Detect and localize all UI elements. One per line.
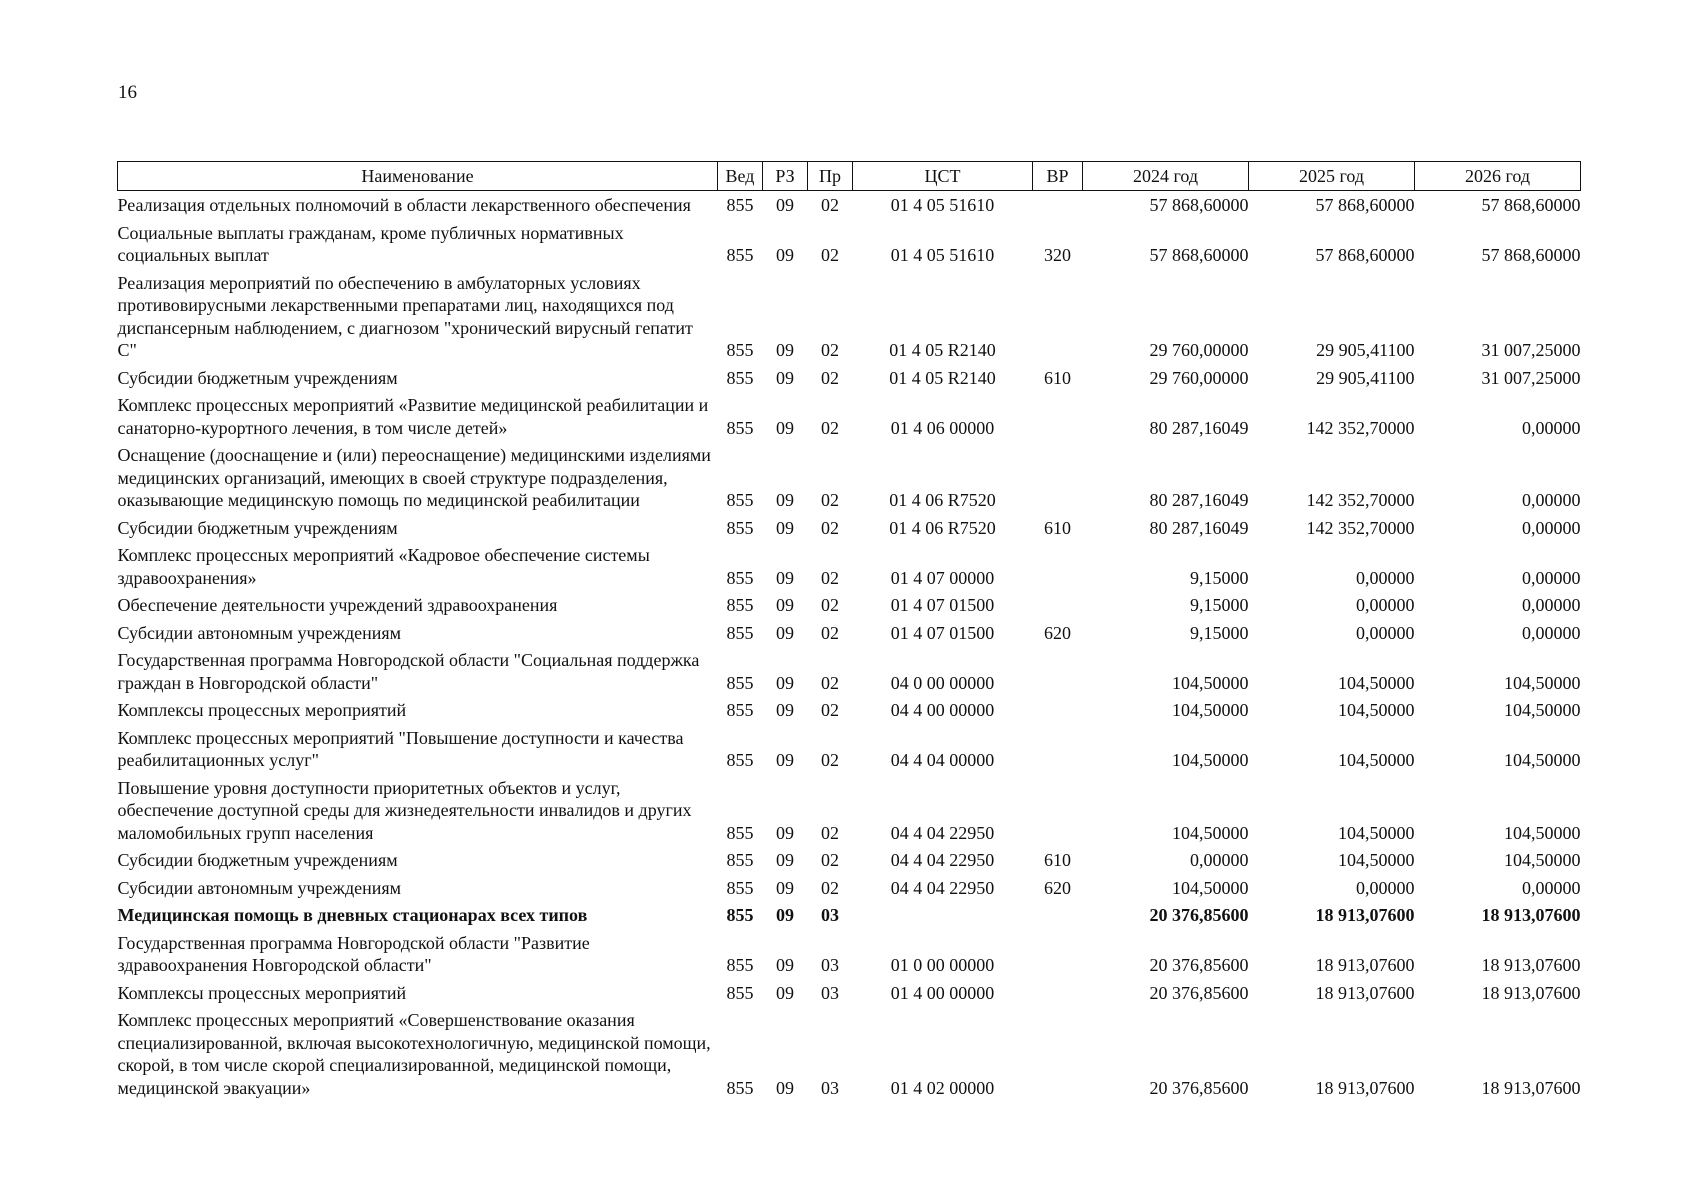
cell-vr: 620 (1044, 877, 1071, 898)
cell-cst: 04 4 04 22950 (890, 822, 995, 843)
cell-2025: 18 913,07600 (1315, 955, 1415, 975)
cell-vr (1033, 901, 1083, 929)
cell-ved: 855 (726, 622, 754, 643)
cell-cst: 01 4 07 01500 (890, 622, 995, 643)
cell-name: Субсидии бюджетным учреждениям (117, 850, 398, 870)
cell-2025: 104,50000 (1338, 672, 1415, 693)
cell-2024: 9,15000 (1190, 567, 1249, 588)
cell-cst: 04 4 04 22950 (890, 877, 995, 898)
table-row (118, 774, 1581, 847)
table-row (118, 646, 1581, 696)
cell-rz: 09 (776, 1077, 794, 1098)
cell-2024: 80 287,16049 (1149, 417, 1249, 438)
cell-pr: 02 (821, 595, 839, 615)
header-2024: 2024 год (1083, 162, 1249, 191)
cell-name: Государственная программа Новгородской области "Развитие здравоохранения Новгородской области" (117, 932, 590, 975)
cell-2026: 104,50000 (1504, 750, 1581, 770)
cell-cst: 01 4 05 51610 (890, 195, 995, 215)
cell-2024: 104,50000 (1172, 877, 1249, 898)
cell-rz: 09 (776, 517, 794, 538)
cell-vr (1033, 1006, 1083, 1101)
cell-vr (1033, 929, 1083, 979)
cell-ved: 855 (726, 1077, 754, 1098)
table-row (118, 1006, 1581, 1101)
table-row (118, 696, 1581, 724)
cell-pr: 02 (821, 622, 839, 643)
cell-cst: 04 0 00 00000 (890, 672, 995, 693)
cell-ved: 855 (726, 672, 754, 693)
table-row (118, 391, 1581, 441)
cell-ved: 855 (726, 567, 754, 588)
cell-vr (1033, 541, 1083, 591)
cell-name: Комплекс процессных мероприятий «Совершенствование оказания специализированной, включая высокотехнологичную, медицинской помощи, скорой, в том числе скорой специализированной, медицинской помощи, медицинской эвакуации» (117, 1010, 711, 1098)
cell-2025: 57 868,60000 (1315, 195, 1415, 215)
cell-name: Реализация мероприятий по обеспечению в амбулаторных условиях противовирусными лекарственными препаратами лиц, находящихся под диспансерным наблюдением, с диагнозом "хронический вирусный гепатит С" (117, 272, 693, 360)
cell-rz: 09 (776, 905, 794, 925)
cell-2026: 0,00000 (1522, 567, 1581, 588)
cell-2026: 31 007,25000 (1481, 340, 1581, 360)
cell-cst: 01 4 06 R7520 (889, 517, 996, 538)
cell-pr: 03 (821, 955, 839, 975)
cell-pr: 02 (821, 850, 839, 870)
cell-2026: 18 913,07600 (1481, 955, 1581, 975)
cell-2025: 142 352,70000 (1306, 417, 1415, 438)
table-body (118, 191, 1581, 1102)
cell-pr: 02 (821, 877, 839, 898)
cell-2025: 29 905,41100 (1316, 340, 1415, 360)
cell-name: Комплексы процессных мероприятий (117, 982, 407, 1003)
cell-name: Медицинская помощь в дневных стационарах всех типов (117, 905, 588, 925)
cell-2024: 0,00000 (1190, 850, 1249, 870)
cell-pr: 03 (821, 905, 839, 925)
table-row (118, 191, 1581, 219)
cell-vr (1033, 774, 1083, 847)
header-2025: 2025 год (1249, 162, 1415, 191)
cell-ved: 855 (726, 595, 754, 615)
cell-ved: 855 (726, 490, 754, 510)
cell-rz: 09 (776, 245, 794, 265)
cell-cst: 04 4 04 00000 (890, 750, 995, 770)
cell-pr: 02 (821, 517, 839, 538)
cell-name: Оснащение (дооснащение и (или) переоснащение) медицинскими изделиями медицинских организаций, имеющих в своей структуре подразделения, оказывающие медицинскую помощь по медицинской реабилитации (117, 445, 711, 510)
cell-ved: 855 (726, 367, 754, 388)
header-pr: Пр (808, 162, 853, 191)
cell-2025: 18 913,07600 (1315, 1077, 1415, 1098)
cell-2025: 18 913,07600 (1315, 982, 1415, 1003)
cell-2025: 104,50000 (1338, 822, 1415, 843)
cell-2026: 104,50000 (1504, 850, 1581, 870)
cell-vr (1033, 441, 1083, 514)
budget-table (117, 161, 1581, 1101)
cell-2025: 18 913,07600 (1315, 905, 1415, 925)
cell-2026: 104,50000 (1504, 822, 1581, 843)
cell-name: Комплекс процессных мероприятий "Повышение доступности и качества реабилитационных услуг" (117, 727, 684, 770)
cell-2026: 0,00000 (1522, 417, 1581, 438)
cell-ved: 855 (726, 417, 754, 438)
cell-rz: 09 (776, 877, 794, 898)
cell-2024: 29 760,00000 (1149, 340, 1249, 360)
cell-2025: 0,00000 (1356, 567, 1415, 588)
cell-rz: 09 (776, 367, 794, 388)
cell-rz: 09 (776, 955, 794, 975)
cell-rz: 09 (776, 982, 794, 1003)
cell-2026: 0,00000 (1522, 595, 1581, 615)
cell-cst: 01 4 05 51610 (890, 245, 995, 265)
cell-2024: 104,50000 (1172, 750, 1249, 770)
cell-2026: 0,00000 (1522, 877, 1581, 898)
header-vr: ВР (1033, 162, 1083, 191)
cell-name: Социальные выплаты гражданам, кроме публичных нормативных социальных выплат (117, 222, 624, 265)
header-2026: 2026 год (1415, 162, 1581, 191)
cell-2024: 20 376,85600 (1149, 955, 1249, 975)
cell-cst: 01 4 05 R2140 (889, 367, 996, 388)
cell-rz: 09 (776, 822, 794, 843)
header-row (118, 162, 1581, 191)
cell-vr: 610 (1044, 517, 1071, 538)
table-row (118, 541, 1581, 591)
cell-2024: 20 376,85600 (1149, 1077, 1249, 1098)
cell-name: Государственная программа Новгородской области "Социальная поддержка граждан в Новгородской области" (117, 650, 700, 693)
cell-2026: 18 913,07600 (1481, 905, 1581, 925)
cell-2024: 57 868,60000 (1149, 245, 1249, 265)
cell-rz: 09 (776, 850, 794, 870)
table-row (118, 441, 1581, 514)
cell-2024: 80 287,16049 (1149, 490, 1249, 510)
cell-rz: 09 (776, 595, 794, 615)
cell-ved: 855 (726, 340, 754, 360)
cell-vr (1033, 979, 1083, 1007)
cell-name: Субсидии автономным учреждениям (117, 877, 402, 898)
cell-cst: 01 0 00 00000 (890, 955, 995, 975)
cell-ved: 855 (726, 850, 754, 870)
header-rz: РЗ (763, 162, 808, 191)
cell-2024: 9,15000 (1190, 622, 1249, 643)
cell-rz: 09 (776, 750, 794, 770)
cell-name: Субсидии автономным учреждениям (117, 622, 402, 643)
cell-pr: 03 (821, 982, 839, 1003)
cell-pr: 03 (821, 1077, 839, 1098)
cell-pr: 02 (821, 567, 839, 588)
table-row (118, 269, 1581, 364)
cell-2025: 0,00000 (1356, 595, 1415, 615)
cell-rz: 09 (776, 340, 794, 360)
cell-cst (853, 901, 1033, 929)
cell-2024: 57 868,60000 (1149, 195, 1249, 215)
cell-ved: 855 (726, 750, 754, 770)
cell-2026: 57 868,60000 (1481, 245, 1581, 265)
cell-name: Обеспечение деятельности учреждений здравоохранения (117, 595, 558, 615)
table-row (118, 901, 1581, 929)
cell-2025: 142 352,70000 (1306, 490, 1415, 510)
cell-cst: 01 4 07 00000 (890, 567, 995, 588)
cell-ved: 855 (726, 700, 754, 720)
cell-rz: 09 (776, 417, 794, 438)
cell-vr (1033, 724, 1083, 774)
cell-rz: 09 (776, 195, 794, 215)
table-header (118, 162, 1581, 191)
cell-pr: 02 (821, 417, 839, 438)
header-ved: Вед (718, 162, 763, 191)
cell-vr: 610 (1044, 367, 1071, 388)
cell-2026: 0,00000 (1522, 517, 1581, 538)
cell-pr: 02 (821, 700, 839, 720)
cell-vr (1033, 646, 1083, 696)
cell-pr: 02 (821, 340, 839, 360)
table-row (118, 874, 1581, 902)
table-row (118, 619, 1581, 647)
cell-2025: 104,50000 (1338, 700, 1415, 720)
header-cst: ЦСТ (853, 162, 1033, 191)
cell-name: Реализация отдельных полномочий в области лекарственного обеспечения (117, 195, 691, 215)
cell-name: Комплекс процессных мероприятий «Развитие медицинской реабилитации и санаторно-курортного лечения, в том числе детей» (117, 395, 709, 438)
cell-rz: 09 (776, 672, 794, 693)
cell-vr (1033, 696, 1083, 724)
cell-rz: 09 (776, 700, 794, 720)
cell-ved: 855 (726, 877, 754, 898)
cell-2026: 0,00000 (1522, 622, 1581, 643)
cell-ved: 855 (726, 822, 754, 843)
cell-name: Комплексы процессных мероприятий (117, 700, 407, 720)
cell-2026: 104,50000 (1504, 672, 1581, 693)
cell-pr: 02 (821, 195, 839, 215)
cell-vr: 620 (1044, 622, 1071, 643)
table-row (118, 846, 1581, 874)
cell-vr (1033, 269, 1083, 364)
cell-2024: 9,15000 (1190, 595, 1249, 615)
cell-2025: 104,50000 (1338, 750, 1415, 770)
cell-2026: 0,00000 (1522, 490, 1581, 510)
cell-vr (1033, 391, 1083, 441)
cell-name: Комплекс процессных мероприятий «Кадровое обеспечение системы здравоохранения» (117, 545, 650, 588)
cell-2026: 18 913,07600 (1481, 982, 1581, 1003)
cell-2024: 80 287,16049 (1149, 517, 1249, 538)
cell-2025: 104,50000 (1338, 850, 1415, 870)
cell-cst: 01 4 00 00000 (890, 982, 995, 1003)
cell-cst: 01 4 02 00000 (890, 1077, 995, 1098)
table-row (118, 591, 1581, 619)
cell-cst: 01 4 05 R2140 (889, 340, 996, 360)
cell-pr: 02 (821, 245, 839, 265)
cell-cst: 04 4 00 00000 (890, 700, 995, 720)
table-row (118, 219, 1581, 269)
cell-2025: 0,00000 (1356, 877, 1415, 898)
table-row (118, 724, 1581, 774)
cell-pr: 02 (821, 822, 839, 843)
cell-2024: 104,50000 (1172, 700, 1249, 720)
cell-cst: 01 4 06 R7520 (889, 490, 996, 510)
table-row (118, 979, 1581, 1007)
cell-vr (1033, 191, 1083, 219)
cell-2026: 57 868,60000 (1481, 195, 1581, 215)
cell-vr: 610 (1044, 850, 1071, 870)
cell-rz: 09 (776, 567, 794, 588)
cell-cst: 04 4 04 22950 (890, 850, 995, 870)
cell-2025: 0,00000 (1356, 622, 1415, 643)
cell-vr: 320 (1044, 245, 1071, 265)
cell-name: Субсидии бюджетным учреждениям (117, 367, 398, 388)
cell-rz: 09 (776, 622, 794, 643)
cell-pr: 02 (821, 672, 839, 693)
table-row (118, 929, 1581, 979)
cell-2024: 104,50000 (1172, 822, 1249, 843)
cell-ved: 855 (726, 195, 754, 215)
cell-rz: 09 (776, 490, 794, 510)
cell-ved: 855 (726, 905, 754, 925)
cell-pr: 02 (821, 490, 839, 510)
table-row (118, 364, 1581, 392)
cell-cst: 01 4 07 01500 (890, 595, 995, 615)
cell-cst: 01 4 06 00000 (890, 417, 995, 438)
cell-ved: 855 (726, 517, 754, 538)
cell-2026: 18 913,07600 (1481, 1077, 1581, 1098)
cell-2026: 31 007,25000 (1481, 367, 1581, 388)
cell-ved: 855 (726, 245, 754, 265)
page-number: 16 (118, 82, 137, 103)
cell-name: Повышение уровня доступности приоритетных объектов и услуг, обеспечение доступной среды для жизнедеятельности инвалидов и других маломобильных групп населения (117, 777, 692, 843)
cell-vr (1033, 591, 1083, 619)
cell-pr: 02 (821, 750, 839, 770)
cell-2025: 29 905,41100 (1316, 367, 1415, 388)
cell-2025: 142 352,70000 (1306, 517, 1415, 538)
cell-2024: 20 376,85600 (1149, 905, 1249, 925)
table-row (118, 514, 1581, 542)
cell-pr: 02 (821, 367, 839, 388)
cell-name: Субсидии бюджетным учреждениям (117, 517, 398, 538)
header-name: Наименование (118, 162, 718, 191)
cell-2024: 29 760,00000 (1149, 367, 1249, 388)
cell-2026: 104,50000 (1504, 700, 1581, 720)
cell-ved: 855 (726, 955, 754, 975)
cell-2024: 20 376,85600 (1149, 982, 1249, 1003)
cell-2024: 104,50000 (1172, 672, 1249, 693)
cell-2025: 57 868,60000 (1315, 245, 1415, 265)
cell-ved: 855 (726, 982, 754, 1003)
